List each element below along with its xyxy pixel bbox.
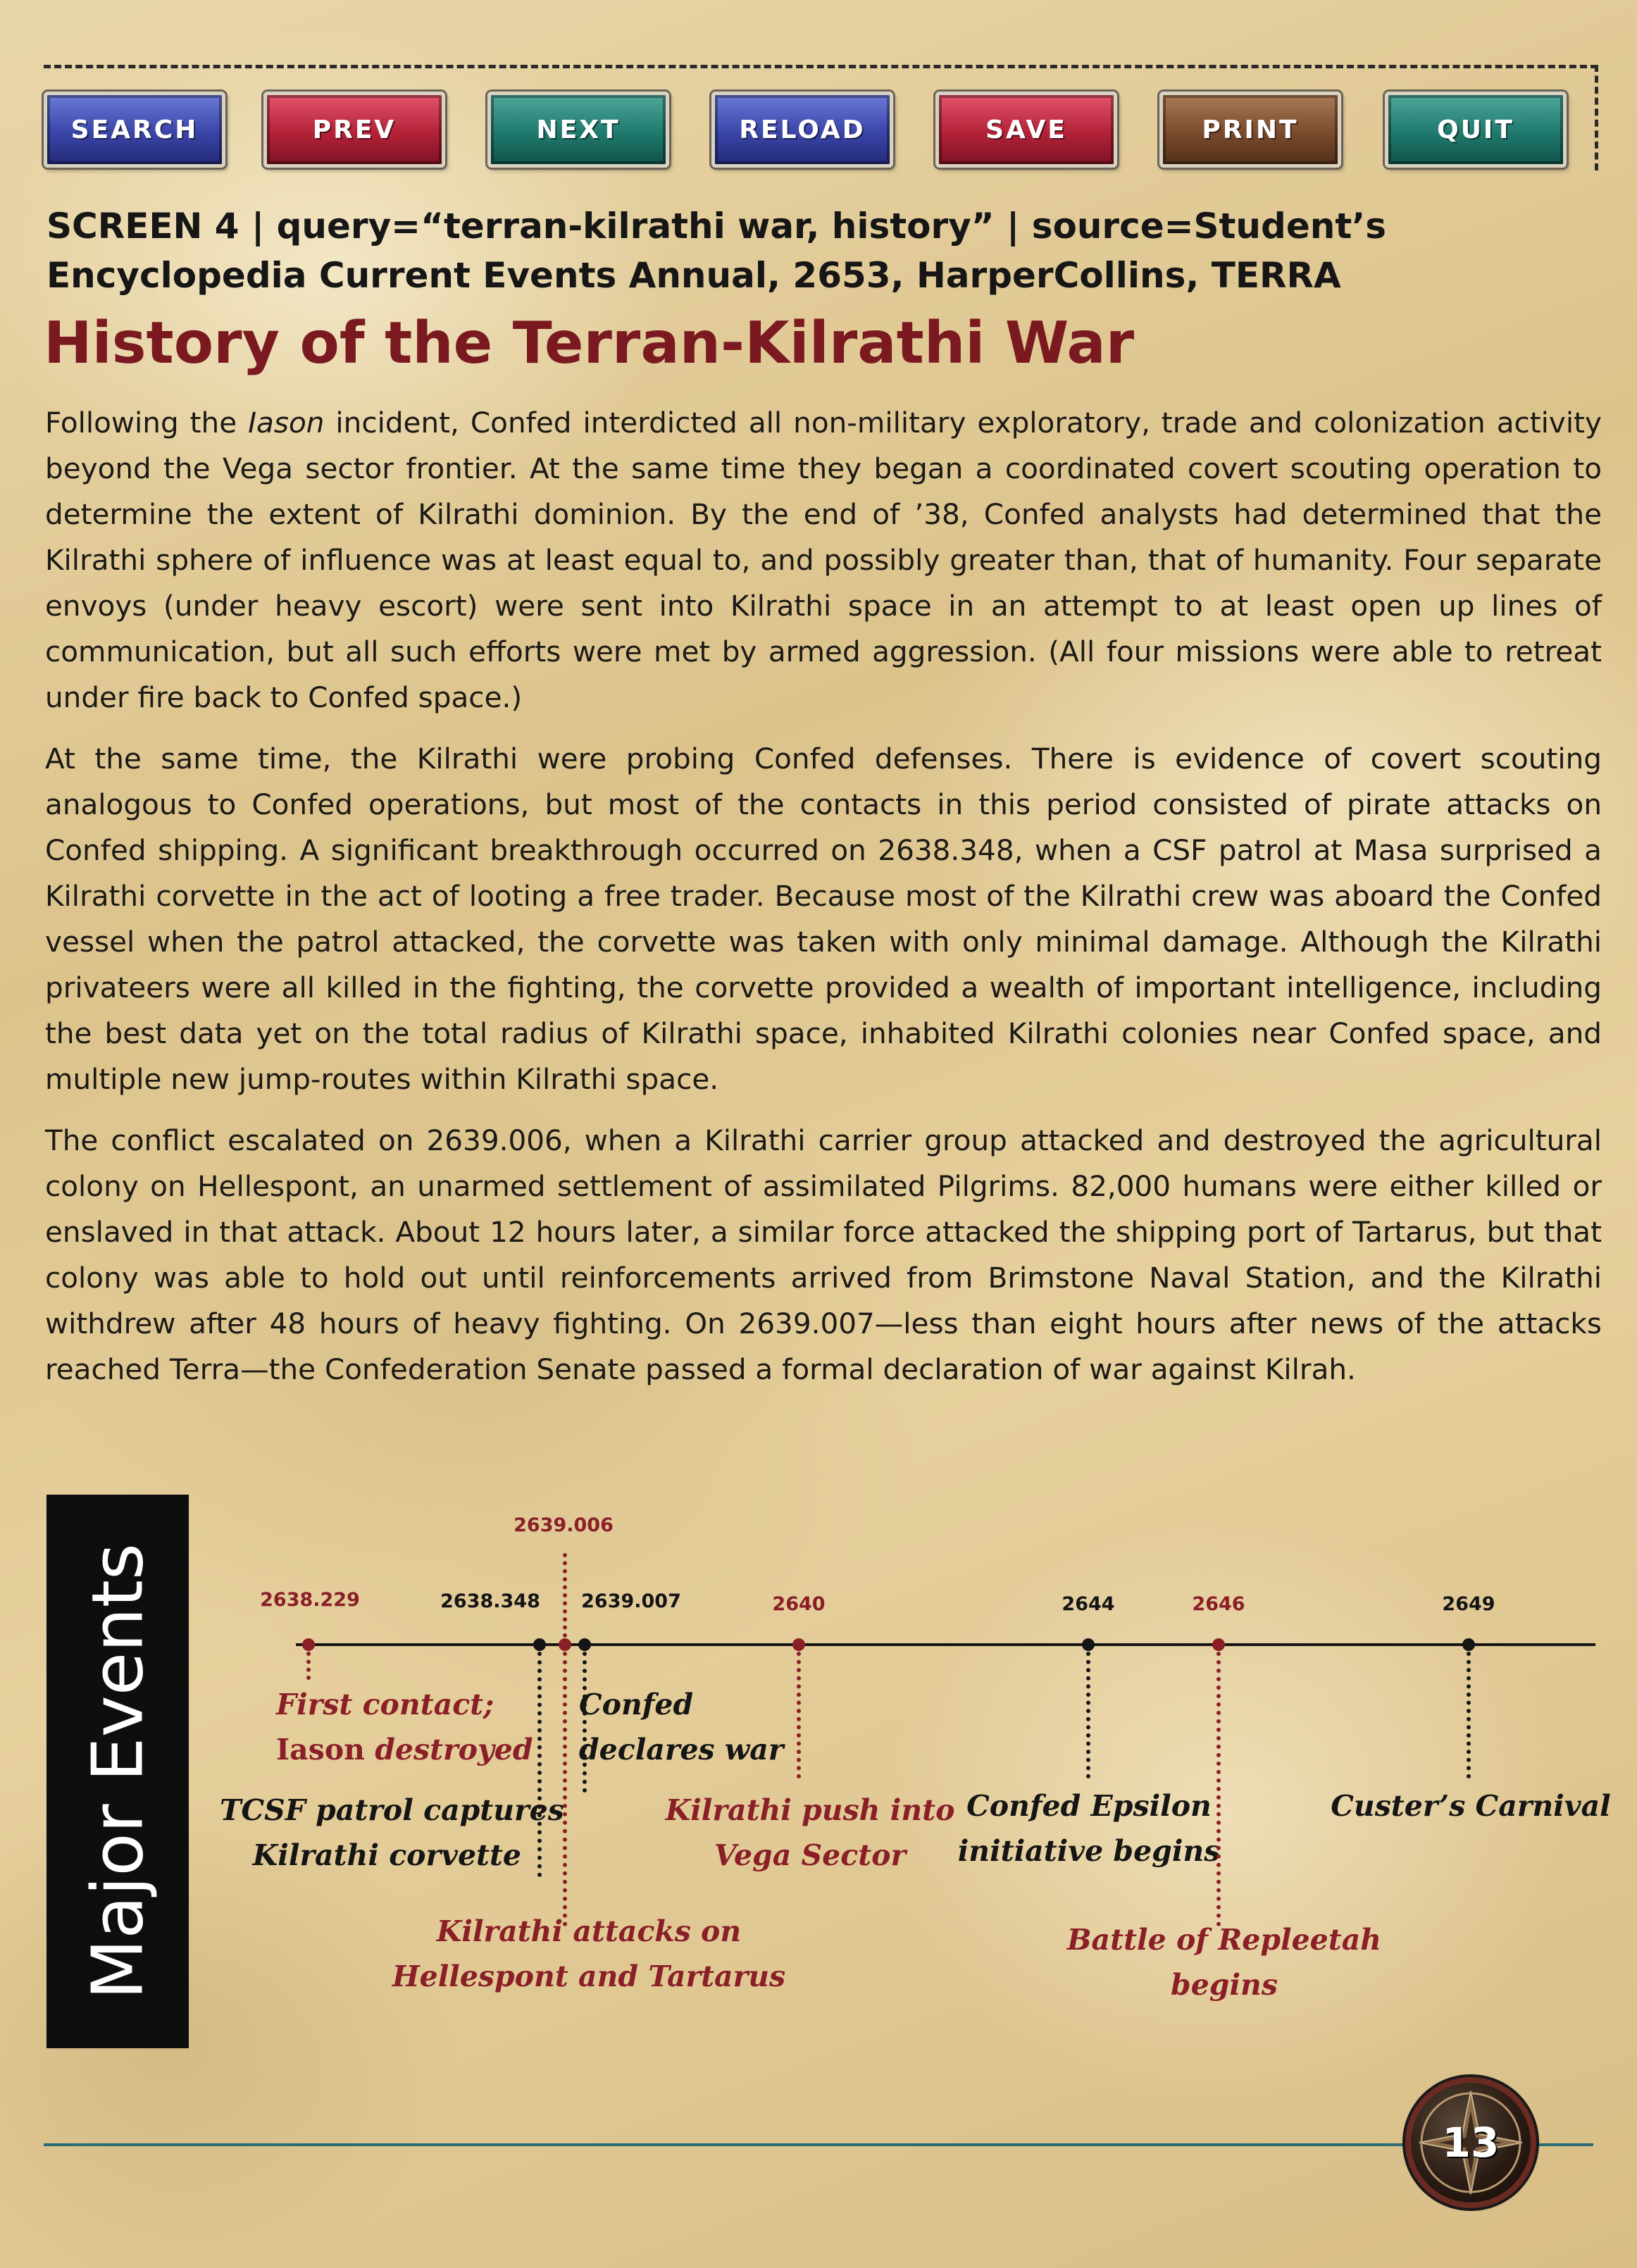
event-corvette-captured-line-2: Kilrathi corvette (252, 1838, 521, 1872)
event-custers-carnival: Custer’s Carnival (1331, 1789, 1611, 1823)
date-2644: 2644 (1062, 1593, 1115, 1615)
date-2640: 2640 (772, 1593, 826, 1615)
event-war-declared-line-1: Confed (579, 1688, 694, 1721)
timeline-marker (792, 1638, 805, 1651)
date-2646: 2646 (1192, 1593, 1245, 1615)
timeline-marker (302, 1638, 315, 1651)
timeline-connector (563, 1553, 567, 1638)
save-button[interactable]: SAVE (935, 92, 1117, 168)
ship-name-iason: Iason (248, 406, 325, 440)
major-events-heading: Major Events (76, 1543, 159, 2000)
screen-info-line-1: SCREEN 4 | query=“terran-kilrathi war, history” | source=Student’s (46, 206, 1386, 247)
event-vega-push (666, 1788, 955, 1878)
date-2638-348: 2638.348 (440, 1590, 540, 1612)
event-repleetah-battle (1067, 1917, 1381, 2007)
event-first-contact-line-1: First contact; (276, 1688, 494, 1721)
date-2649: 2649 (1442, 1593, 1495, 1615)
prev-button[interactable]: PREV (263, 92, 445, 168)
event-first-contact-destroyed: destroyed (375, 1733, 533, 1767)
event-first-contact (276, 1682, 533, 1772)
paragraph-1-start: Following the (45, 406, 249, 440)
page-number: 13 (1442, 2119, 1500, 2167)
event-first-contact-ship: Iason (276, 1733, 375, 1767)
event-vega-push-line-1: Kilrathi push into (665, 1793, 955, 1827)
event-hellespont-attacks-line-1: Kilrathi attacks on (436, 1914, 742, 1948)
timeline-connector (1467, 1652, 1471, 1778)
article-body (45, 400, 1602, 1408)
timeline-marker (1082, 1638, 1095, 1651)
timeline-axis (296, 1643, 1595, 1646)
paragraph-1-rest: incident, Confed interdicted all non-military exploratory, trade and colonization activity beyond the Vega sector frontier. At the same time they began a coordinated covert scouting operation to determine the extent of Kilrathi dominion. By the end of ’38, Confed analysts had determined that the Kilrathi sphere of influence was at least equal to, and possibly greater than, that of humanity. Four separate envoys (under heavy escort) were sent into Kilrathi space in an attempt to at least open up lines of communication, but all such efforts were met by armed aggression. (All four missions were able to retreat under fire back to Confed space.) (45, 406, 1602, 714)
event-corvette-captured (220, 1788, 564, 1878)
timeline-marker (1462, 1638, 1475, 1651)
screen-info (46, 201, 1596, 300)
next-button[interactable]: NEXT (487, 92, 669, 168)
print-button[interactable]: PRINT (1159, 92, 1341, 168)
event-first-contact-line-2 (276, 1727, 533, 1772)
timeline-marker (578, 1638, 591, 1651)
event-repleetah-battle-line-2: begins (1171, 1968, 1278, 2002)
top-dashed-border (44, 65, 1598, 68)
event-war-declared (579, 1682, 783, 1772)
timeline-marker (533, 1638, 546, 1651)
event-epsilon-initiative (958, 1783, 1221, 1874)
search-button[interactable]: SEARCH (44, 92, 225, 168)
date-2639-006: 2639.006 (513, 1514, 614, 1536)
paragraph-2: At the same time, the Kilrathi were probing Confed defenses. There is evidence of covert scouting analogous to Confed operations, but most of the contacts in this period consisted of pirate attacks on Confed shipping. A significant breakthrough occurred on 2638.348, when a CSF patrol at Masa surprised a Kilrathi corvette in the act of looting a free trader. Because most of the Kilrathi crew was aboard the Confed vessel when the patrol attacked, the corvette was taken with only minimal damage. Although the Kilrathi privateers were all killed in the fighting, the corvette provided a wealth of important intelligence, including the best data yet on the total radius of Kilrathi space, inhabited Kilrathi colonies near Confed space, and multiple new jump-routes within Kilrathi space. (45, 742, 1602, 1096)
page-number-badge (1411, 2083, 1531, 2202)
event-corvette-captured-line-1: TCSF patrol captures (220, 1793, 564, 1827)
event-hellespont-attacks-line-2: Hellespont and Tartarus (392, 1959, 786, 1993)
paragraph-1 (45, 400, 1602, 721)
paragraph-3: The conflict escalated on 2639.006, when a Kilrathi carrier group attacked and destroyed the agricultural colony on Hellespont, an unarmed settlement of assimilated Pilgrims. 82,000 humans were either killed or enslaved in that attack. About 12 hours later, a similar force attacked the shipping port of Tartarus, but that colony was able to hold out until reinforcements arrived from Brimstone Naval Station, and the Kilrathi withdrew after 48 hours of heavy fighting. On 2639.007—less than eight hours after news of the attacks reached Terra—the Confederation Senate passed a formal declaration of war against Kilrah. (45, 1123, 1602, 1386)
timeline-connector (1086, 1652, 1090, 1778)
screen-info-line-2: Encyclopedia Current Events Annual, 2653, HarperCollins, TERRA (46, 255, 1341, 296)
reload-button[interactable]: RELOAD (711, 92, 893, 168)
date-2639-007: 2639.007 (581, 1590, 681, 1612)
event-vega-push-line-2: Vega Sector (714, 1838, 907, 1872)
event-epsilon-initiative-line-1: Confed Epsilon (966, 1789, 1212, 1823)
event-hellespont-attacks (392, 1909, 785, 1999)
right-dashed-border (1595, 65, 1598, 170)
timeline-connector (1216, 1652, 1221, 1926)
timeline-connector (797, 1652, 801, 1778)
event-repleetah-battle-line-1: Battle of Repleetah (1066, 1923, 1382, 1957)
timeline-marker (559, 1638, 571, 1651)
date-2638-229: 2638.229 (260, 1589, 360, 1611)
event-epsilon-initiative-line-2: initiative begins (957, 1834, 1221, 1868)
timeline-marker (1212, 1638, 1225, 1651)
quit-button[interactable]: QUIT (1385, 92, 1567, 168)
timeline-connector (306, 1652, 311, 1680)
timeline-connector (563, 1652, 567, 1926)
page-title: History of the Terran-Kilrathi War (44, 310, 1135, 377)
footer-rule (44, 2143, 1593, 2146)
event-war-declared-line-2: declares war (579, 1733, 784, 1767)
